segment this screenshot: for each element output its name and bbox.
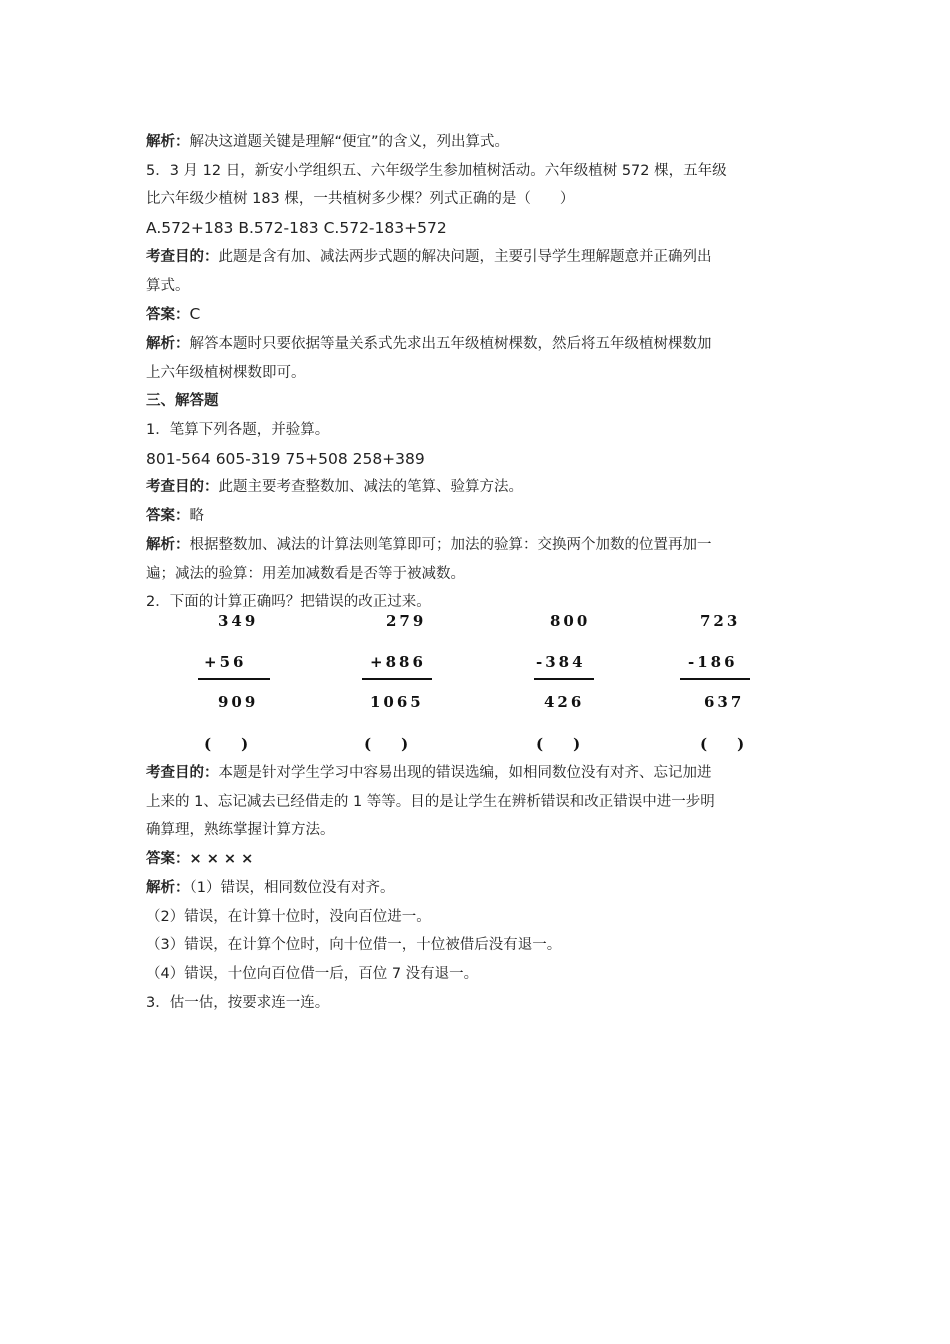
- label: 三、解答题: [146, 393, 219, 410]
- calc-result: 909: [218, 693, 259, 711]
- label: 解析：: [146, 134, 190, 150]
- calc-rule: [198, 678, 270, 680]
- vertical-calculations: [146, 612, 810, 764]
- label: 考查目的：: [146, 765, 219, 781]
- label: 答案：: [146, 508, 190, 525]
- problem-1-expressions: [146, 445, 810, 474]
- text: 2．下面的计算正确吗？把错误的改正过来。: [146, 594, 431, 611]
- calc-answer-blank: ( ): [700, 735, 745, 753]
- calc-operand: +886: [370, 653, 426, 671]
- text: 上六年级植树棵数即可。: [146, 364, 306, 381]
- text: （1）错误，相同数位没有对齐。: [189, 879, 395, 896]
- text: C: [189, 305, 201, 324]
- calc-answer-blank: ( ): [204, 735, 249, 753]
- purpose-line: [146, 759, 810, 788]
- calc-top-number: 279: [386, 612, 427, 630]
- document-part-2: [146, 759, 810, 1017]
- analysis-item-3: [146, 931, 810, 960]
- purpose-line-cont: [146, 272, 810, 301]
- label: 考查目的：: [146, 248, 219, 265]
- answer-line: [146, 502, 810, 531]
- purpose-line-cont: [146, 816, 810, 845]
- text: （4）错误，十位向百位借一后，百位 7 没有退一。: [146, 965, 479, 982]
- calc-answer-blank: ( ): [364, 735, 409, 753]
- analysis-item-2: [146, 903, 810, 932]
- text: （2）错误，在计算十位时，没向百位进一。: [146, 908, 431, 925]
- text: 算式。: [146, 277, 190, 294]
- label: 解析：: [146, 335, 190, 352]
- label: 答案：: [146, 307, 190, 324]
- text: 略: [189, 508, 204, 525]
- question-5-line-1: [146, 157, 810, 186]
- text: 此题是含有加、减法两步式题的解决问题，主要引导学生理解题意并正确列出: [218, 248, 712, 265]
- text: 遍；减法的验算：用差加减数看是否等于被减数。: [146, 565, 465, 582]
- calc-result: 1065: [370, 693, 424, 711]
- question-5-line-2: [146, 185, 810, 214]
- text: 本题是针对学生学习中容易出现的错误选编，如相同数位没有对齐、忘记加进: [218, 765, 712, 781]
- document-part-1: [146, 128, 810, 617]
- answer-line: [146, 300, 810, 330]
- section-heading: [146, 387, 810, 416]
- answer-line: [146, 845, 810, 874]
- problem-1-line: [146, 416, 810, 445]
- calc-operand: -384: [536, 653, 586, 671]
- question-5-options: [146, 214, 810, 243]
- analysis-line: [146, 874, 810, 903]
- text: 比六年级少植树 183 棵，一共植树多少棵？列式正确的是（ ）: [146, 191, 575, 208]
- label: 解析：: [146, 536, 190, 553]
- text: 此题主要考查整数加、减法的笔算、验算方法。: [218, 479, 523, 496]
- text: 上来的 1、忘记减去已经借走的 1 等等。目的是让学生在辨析错误和改正错误中进一步明: [146, 793, 715, 810]
- calc-top-number: 800: [550, 612, 591, 630]
- text: 5．3 月 12 日，新安小学组织五、六年级学生参加植树活动。六年级植树 572 棵，五年级: [146, 162, 727, 179]
- calc-rule: [680, 678, 750, 680]
- analysis-line: [146, 531, 810, 560]
- text: 1．笔算下列各题，并验算。: [146, 422, 330, 439]
- text: × × × ×: [189, 851, 254, 868]
- calc-operand: -186: [688, 653, 738, 671]
- text: （3）错误，在计算个位时，向十位借一，十位被借后没有退一。: [146, 937, 562, 954]
- calc-rule: [362, 678, 432, 680]
- purpose-line-cont: [146, 788, 810, 817]
- label: 解析：: [146, 879, 190, 896]
- calc-top-number: 349: [218, 612, 259, 630]
- label: 答案：: [146, 851, 190, 868]
- text: 3．估一估，按要求连一连。: [146, 994, 330, 1011]
- analysis-line-cont: [146, 560, 810, 589]
- analysis-line: [146, 330, 810, 359]
- calc-result: 637: [704, 693, 745, 711]
- label: 考查目的：: [146, 479, 219, 496]
- analysis-line-cont: [146, 359, 810, 388]
- text: A.572+183 B.572-183 C.572-183+572: [146, 219, 447, 238]
- calc-rule: [534, 678, 594, 680]
- text: 解决这道题关键是理解“便宜”的含义，列出算式。: [189, 134, 510, 150]
- text: 解答本题时只要依据等量关系式先求出五年级植树棵数，然后将五年级植树棵数加: [189, 335, 712, 352]
- text: 确算理，熟练掌握计算方法。: [146, 822, 335, 839]
- problem-3-line: [146, 989, 810, 1018]
- calc-top-number: 723: [700, 612, 741, 630]
- analysis-item-4: [146, 960, 810, 989]
- purpose-line: [146, 473, 810, 502]
- analysis-line: [146, 128, 810, 157]
- purpose-line: [146, 243, 810, 272]
- calc-answer-blank: ( ): [536, 735, 581, 753]
- calc-operand: +56: [204, 653, 247, 671]
- text: 801-564 605-319 75+508 258+389: [146, 449, 425, 468]
- text: 根据整数加、减法的计算法则笔算即可；加法的验算：交换两个加数的位置再加一: [189, 536, 712, 553]
- calc-result: 426: [544, 693, 585, 711]
